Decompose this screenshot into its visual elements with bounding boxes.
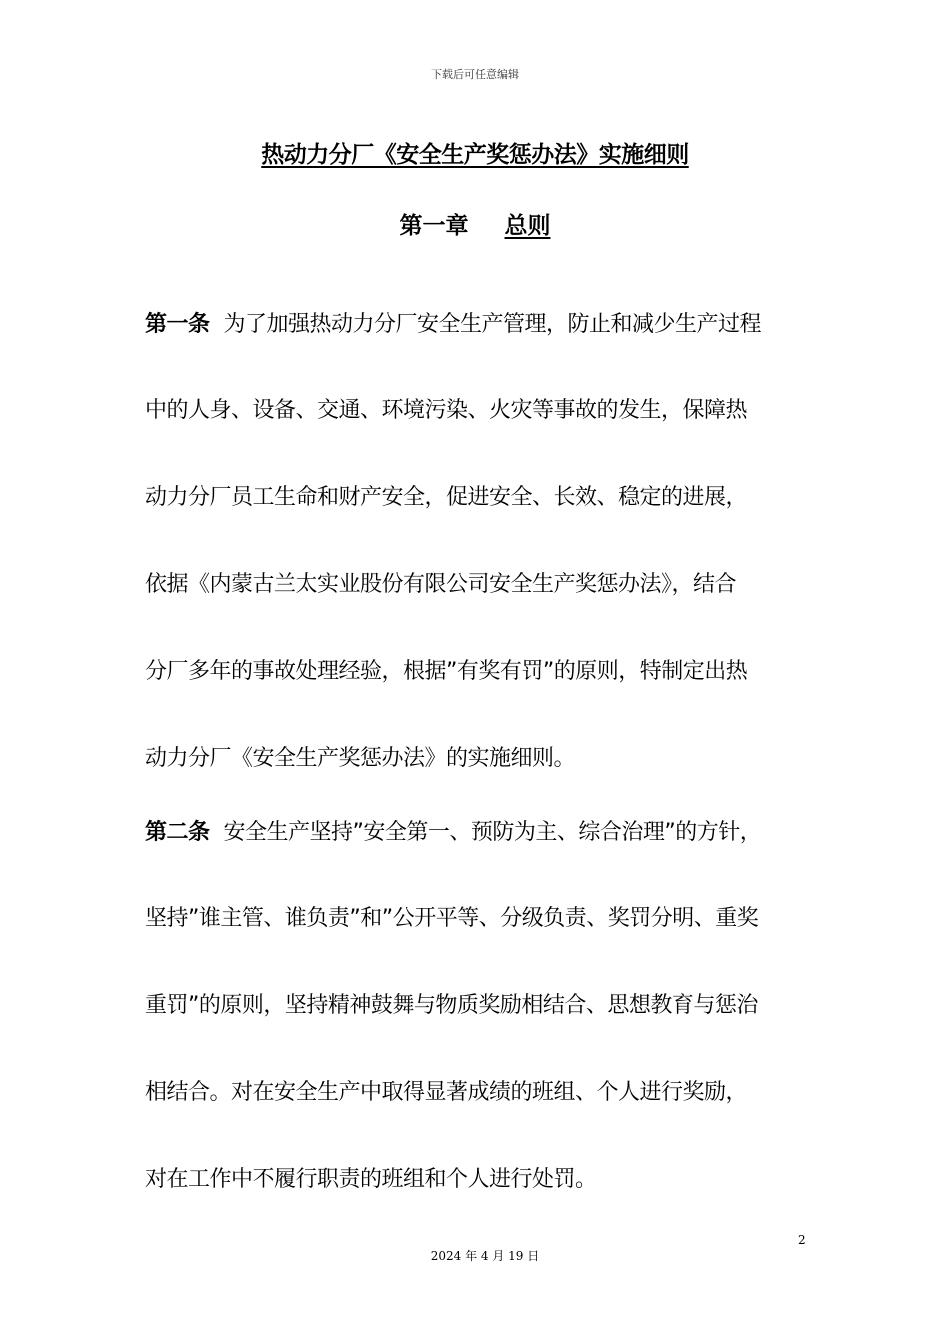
header-note: 下载后可任意编辑: [431, 68, 519, 81]
article-2-text: 安全生产坚持”安全第一、预防为主、综合治理”的方针，: [223, 820, 762, 845]
article-1-text: 为了加强热动力分厂安全生产管理，防止和减少生产过程: [223, 312, 762, 337]
article-1-line-5: 分厂多年的事故处理经验，根据”有奖有罚”的原则，特制定出热: [145, 659, 748, 684]
article-1-line-6: 动力分厂《安全生产奖惩办法》的实施细则。: [145, 746, 576, 771]
article-2-line-3: 重罚”的原则，坚持精神鼓舞与物质奖励相结合、思想教育与惩治: [145, 993, 758, 1018]
chapter-name: 总则: [504, 213, 551, 239]
page-number: 2: [798, 1233, 806, 1247]
article-2-line-5: 对在工作中不履行职责的班组和个人进行处罚。: [145, 1167, 597, 1192]
article-1-label: 第一条: [145, 312, 210, 337]
article-2-line-4: 相结合。对在安全生产中取得显著成绩的班组、个人进行奖励，: [145, 1080, 748, 1105]
document-title: 热动力分厂《安全生产奖惩办法》实施细则: [261, 142, 689, 168]
article-1-line-3: 动力分厂员工生命和财产安全，促进安全、长效、稳定的进展，: [145, 485, 748, 510]
article-2-line-1: [145, 818, 807, 848]
article-1-line-2: 中的人身、设备、交通、环境污染、火灾等事故的发生，保障热: [145, 398, 748, 423]
chapter-heading: [0, 207, 950, 240]
article-2-label: 第二条: [145, 820, 210, 845]
article-2-line-2: 坚持”谁主管、谁负责”和”公开平等、分级负责、奖罚分明、重奖: [145, 906, 759, 931]
chapter-number: 第一章: [399, 213, 469, 239]
article-1-line-1: [145, 310, 807, 340]
article-1-line-4: 依据《内蒙古兰太实业股份有限公司安全生产奖惩办法》，结合: [145, 572, 737, 597]
footer-date: 2024 年 4 月 19 日: [430, 1249, 540, 1263]
